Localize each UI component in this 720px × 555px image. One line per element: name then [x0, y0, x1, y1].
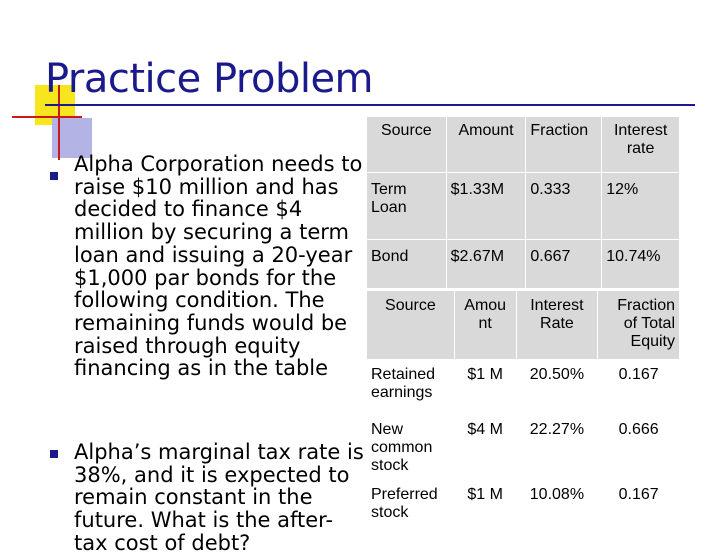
equity-financing-table [366, 290, 680, 537]
table-row [367, 360, 680, 415]
equity-cell: $4 M [454, 415, 516, 480]
debt-table-header-row [367, 117, 680, 173]
debt-header-interest-rate: Interest rate [602, 117, 680, 173]
equity-cell: New common stock [367, 415, 455, 480]
bullet-marker-2 [50, 450, 58, 458]
table-row [367, 173, 680, 240]
equity-cell: $1 M [454, 480, 516, 537]
debt-header-fraction: Fraction [526, 117, 602, 173]
equity-cell: 20.50% [516, 360, 598, 415]
debt-cell: 10.74% [602, 240, 680, 289]
table-row [367, 480, 680, 537]
debt-cell: 0.667 [526, 240, 602, 289]
debt-cell: Bond [367, 240, 447, 289]
equity-cell: 0.167 [598, 360, 680, 415]
equity-cell: 10.08% [516, 480, 598, 537]
equity-cell: 0.666 [598, 415, 680, 480]
debt-cell: $1.33M [446, 173, 526, 240]
table-row [367, 415, 680, 480]
slide-title: Practice Problem [45, 56, 374, 102]
decorative-red-line-horizontal [12, 116, 82, 118]
debt-header-amount: Amount [446, 117, 526, 173]
equity-table-header-row [367, 291, 680, 360]
equity-cell: Preferred stock [367, 480, 455, 537]
debt-cell: 0.333 [526, 173, 602, 240]
equity-cell: 0.167 [598, 480, 680, 537]
equity-cell: $1 M [454, 360, 516, 415]
debt-cell: 12% [602, 173, 680, 240]
equity-header-fraction: Fraction of Total Equity [598, 291, 680, 360]
equity-cell: Retained earnings [367, 360, 455, 415]
title-underline [45, 104, 695, 106]
debt-cell: $2.67M [446, 240, 526, 289]
bullet-marker-1 [50, 172, 58, 180]
debt-header-source: Source [367, 117, 447, 173]
equity-header-interest-rate: Interest Rate [516, 291, 598, 360]
debt-financing-table [366, 116, 680, 289]
equity-cell: 22.27% [516, 415, 598, 480]
bullet-text-1: Alpha Corporation needs to raise $10 million and has decided to finance $4 million by securing a term loan and issuing a 20-year $1,000 par bonds for the following condition. The remaining funds would be raised through equity financing as in the table [74, 152, 363, 381]
debt-cell: Term Loan [367, 173, 447, 240]
bullet-text-2: Alpha’s marginal tax rate is 38%, and it is expected to remain constant in the future. What is the after-tax cost of debt? [74, 440, 364, 555]
equity-header-amount: Amou nt [454, 291, 516, 360]
table-row [367, 240, 680, 289]
equity-header-source: Source [367, 291, 455, 360]
